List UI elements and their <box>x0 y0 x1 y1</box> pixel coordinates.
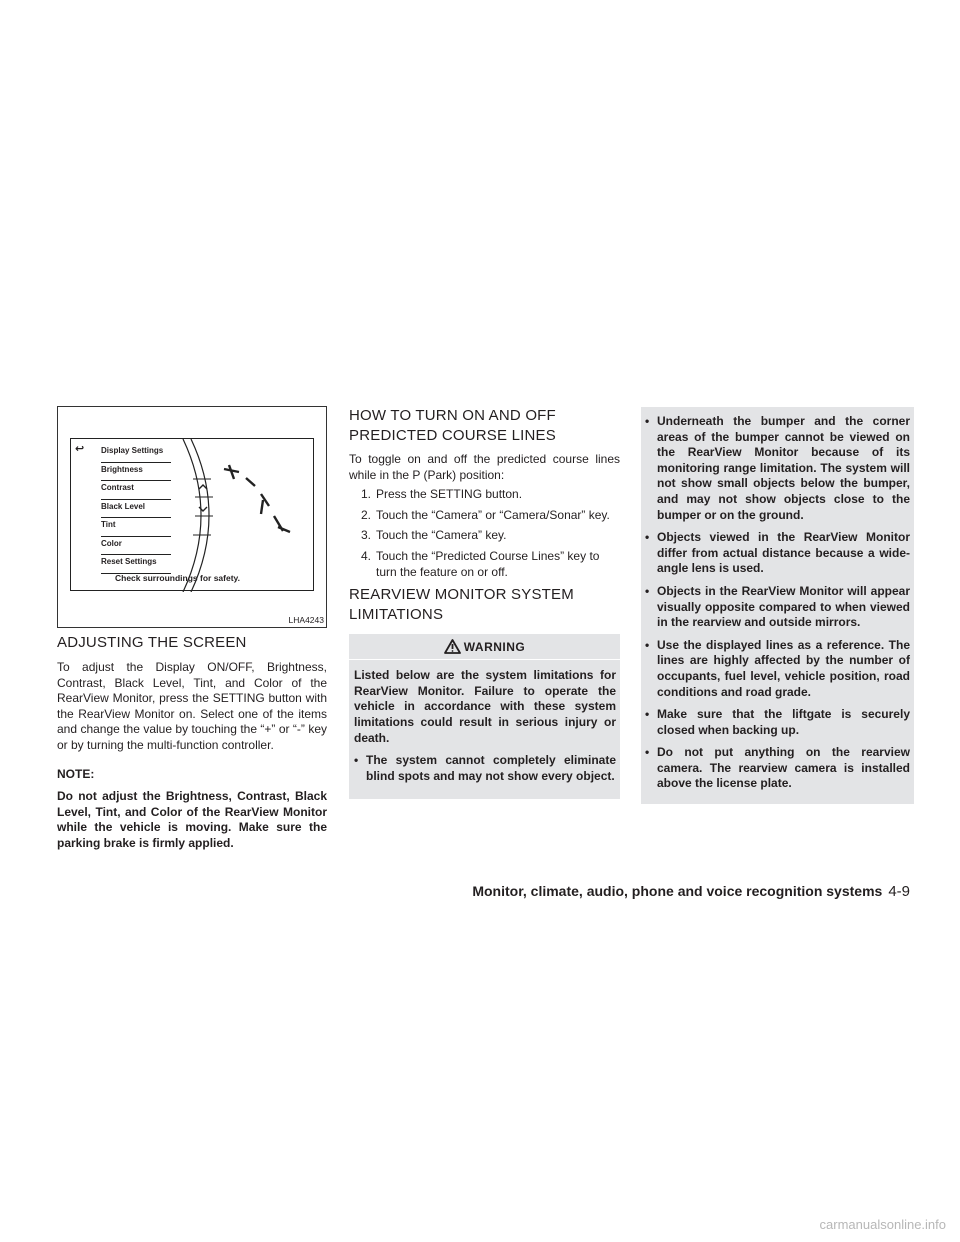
warning-label: WARNING <box>463 639 526 654</box>
bullet-text: The system cannot completely eliminate blind spots and may not show every object. <box>366 753 616 783</box>
page-number: 4-9 <box>888 883 910 900</box>
menu-item-contrast: Contrast <box>101 481 171 500</box>
watermark: carmanualsonline.info <box>819 1217 946 1232</box>
bullet-text: Use the displayed lines as a reference. The lines are highly affected by the number of occupants, fuel level, vehicle position, road conditions and road grade. <box>657 637 910 699</box>
step-text: Press the SETTING button. <box>376 487 523 502</box>
heading-course-lines-1: HOW TO TURN ON AND OFF <box>349 407 556 424</box>
step-text: Touch the “Camera” key. <box>376 528 507 543</box>
warning-triangle-icon <box>444 639 461 654</box>
heading-limitations-1: REARVIEW MONITOR SYSTEM <box>349 586 574 604</box>
heading-course-lines-2: PREDICTED COURSE LINES <box>349 427 556 444</box>
predicted-course-lines <box>224 465 290 532</box>
warning-box-continued <box>641 407 914 804</box>
figure-code: LHA4243 <box>288 615 324 625</box>
step-number: 4. <box>360 548 371 563</box>
bullet-dot: • <box>645 707 650 722</box>
step-number: 1. <box>360 487 371 502</box>
note-label: NOTE: <box>57 766 95 781</box>
step-item <box>349 528 620 544</box>
heading-course-lines <box>349 406 620 446</box>
bullet-text: Objects viewed in the RearView Monitor differ from actual distance because a wide-angle lens is used. <box>657 530 910 576</box>
bullet-dot: • <box>354 753 359 768</box>
bullet-dot: • <box>645 745 650 760</box>
limitation-bullet <box>645 638 910 700</box>
bullet-dot: • <box>645 530 650 545</box>
warning-intro: Listed below are the system limitations for RearView Monitor. Failure to operate the vehicle in accordance with these system limitations could result in serious injury or death. <box>354 668 616 745</box>
warning-header <box>349 634 620 660</box>
page-footer <box>0 883 910 900</box>
warning-box <box>349 634 620 799</box>
limitation-bullet <box>645 414 910 523</box>
step-number: 3. <box>360 528 371 543</box>
bullet-dot: • <box>645 414 650 428</box>
camera-view-graphic <box>71 439 315 592</box>
step-item <box>349 508 620 524</box>
chevron-down-icon <box>199 507 207 511</box>
check-surroundings-text: Check surroundings for safety. <box>115 573 241 583</box>
menu-item-brightness: Brightness <box>101 463 171 482</box>
limitation-bullet <box>645 584 910 631</box>
heading-limitations <box>349 585 620 625</box>
course-lines-steps <box>349 487 620 580</box>
limitation-bullet <box>645 745 910 792</box>
bullet-text: Make sure that the liftgate is securely closed when backing up. <box>657 707 910 737</box>
column-middle <box>349 406 620 799</box>
bullet-text: Do not put anything on the rearview camera. The rearview camera is installed above the license plate. <box>657 745 910 791</box>
warning-body <box>349 660 620 784</box>
step-text: Touch the “Camera” or “Camera/Sonar” key. <box>376 507 610 522</box>
limitation-bullet <box>645 707 910 738</box>
menu-title: Display Settings <box>101 444 171 463</box>
bullet-dot: • <box>645 583 650 598</box>
step-text: Touch the “Predicted Course Lines” key to turn the feature on or off. <box>376 548 600 579</box>
footer-section-title: Monitor, climate, audio, phone and voice recognition systems <box>472 883 883 899</box>
heading-adjusting-screen: ADJUSTING THE SCREEN <box>57 634 247 651</box>
back-arrow-icon: ↩ <box>75 443 85 455</box>
bullet-text: Objects in the RearView Monitor will appear visually opposite compared to when viewed in the rearview and outside mirrors. <box>657 583 910 630</box>
step-item <box>349 487 620 503</box>
menu-item-black-level: Black Level <box>101 500 171 519</box>
bullet-text: Underneath the bumper and the corner areas of the bumper cannot be viewed on the RearView Monitor because of its monitoring range limitation. The system will not show small objects below the bumper, and may not show objects close to the bumper or on the ground. <box>657 414 910 522</box>
heading-limitations-2: LIMITATIONS <box>349 606 444 624</box>
monitor-screen <box>70 438 314 591</box>
course-lines-intro: To toggle on and off the predicted course lines while in the P (Park) position: <box>349 452 620 482</box>
limitation-bullet <box>645 530 910 577</box>
column-left <box>57 406 327 852</box>
step-item <box>349 549 620 580</box>
step-number: 2. <box>360 507 371 522</box>
bullet-dot: • <box>645 637 650 652</box>
menu-item-reset-settings: Reset Settings <box>101 555 171 574</box>
note-text: Do not adjust the Brightness, Contrast, Black Level, Tint, and Color of the RearView Monitor while the vehicle is moving. Make sure the parking brake is firmly applied. <box>57 789 327 850</box>
adjust-paragraph: To adjust the Display ON/OFF, Brightness, Contrast, Black Level, Tint, and Color of the RearView Monitor, press the SETTING button with the RearView Monitor on. Select one of the items and change the value by touching the “+” or “-” key or by turning the multi-function controller. <box>57 660 327 752</box>
figure-display-settings <box>57 406 327 628</box>
menu-item-tint: Tint <box>101 518 171 537</box>
menu-item-color: Color <box>101 537 171 556</box>
limitation-bullet <box>354 753 616 784</box>
column-right <box>641 407 914 804</box>
